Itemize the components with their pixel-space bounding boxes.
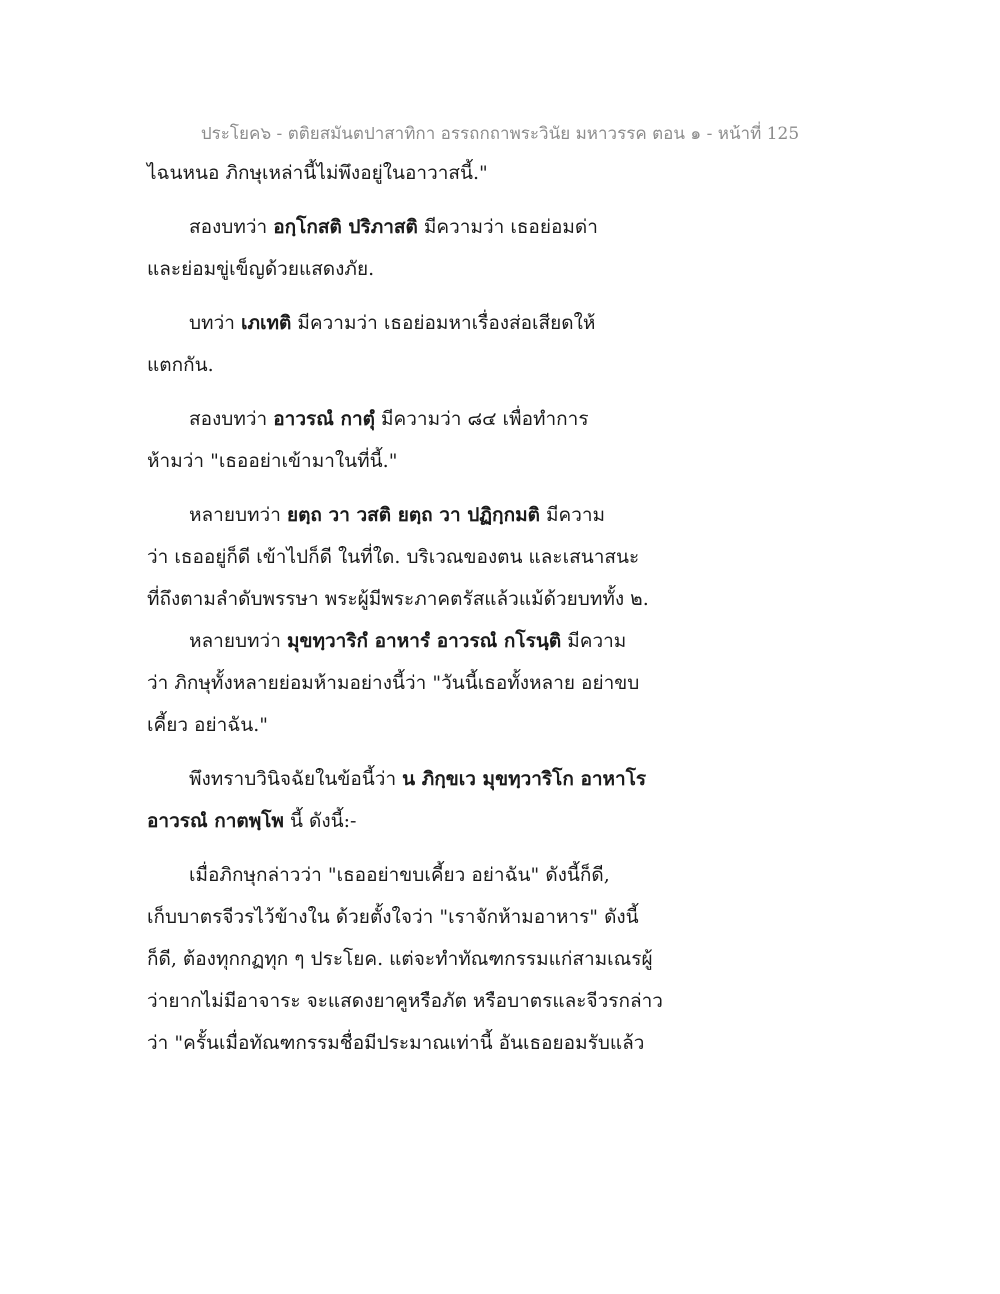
text-line bbox=[147, 248, 667, 290]
text-segment: เก็บบาตรจีวรไว้ข้างใน ด้วยตั้งใจว่า "เราจักห้ามอาหาร" ดังนี้ bbox=[147, 906, 639, 928]
text-segment: มีความว่า ๘๔ เพื่อทำการ bbox=[374, 408, 589, 430]
text-segment: แตกกัน. bbox=[147, 354, 214, 376]
text-line bbox=[147, 440, 667, 482]
text-segment: ว่า ภิกษุทั้งหลายย่อมห้ามอย่างนี้ว่า "วันนี้เธอทั้งหลาย อย่าขบ bbox=[147, 672, 640, 694]
text-line bbox=[147, 398, 667, 440]
bold-term: อกฺโกสติ ปริภาสติ bbox=[273, 216, 418, 238]
text-segment: ว่า เธออยู่ก็ดี เข้าไปก็ดี ในที่ใด. บริเวณของตน และเสนาสนะ bbox=[147, 546, 640, 568]
text-segment: เมื่อภิกษุกล่าวว่า "เธออย่าขบเคี้ยว อย่าฉัน" ดังนี้ก็ดี, bbox=[189, 864, 610, 886]
text-segment: ก็ดี, ต้องทุกกฏทุก ๆ ประโยค. แต่จะทำทัณฑกรรมแก่สามเณรผู้ bbox=[147, 948, 653, 970]
text-line bbox=[147, 854, 667, 896]
text-line bbox=[147, 494, 667, 536]
text-segment: ว่า "ครั้นเมื่อทัณฑกรรมชื่อมีประมาณเท่านี้ อันเธอยอมรับแล้ว bbox=[147, 1032, 645, 1054]
text-line bbox=[147, 206, 667, 248]
text-segment: สองบทว่า bbox=[189, 216, 274, 238]
text-segment: และย่อมขู่เข็ญด้วยแสดงภัย. bbox=[147, 258, 375, 280]
text-line bbox=[147, 896, 667, 938]
text-segment: หลายบทว่า bbox=[189, 630, 287, 652]
text-line bbox=[147, 704, 667, 746]
text-segment: มีความ bbox=[539, 504, 606, 526]
text-segment: หลายบทว่า bbox=[189, 504, 287, 526]
text-segment: ไฉนหนอ ภิกษุเหล่านี้ไม่พึงอยู่ในอาวาสนี้." bbox=[147, 162, 488, 184]
text-line bbox=[147, 980, 667, 1022]
text-line bbox=[147, 662, 667, 704]
bold-term: เภเทติ bbox=[240, 312, 292, 334]
bold-term: มุขทฺวาริกํ อาหารํ อาวรณํ กโรนฺติ bbox=[286, 630, 562, 652]
text-segment: มีความว่า เธอย่อมหาเรื่องส่อเสียดให้ bbox=[291, 312, 596, 334]
bold-term: อาวรณํ กาตุํ bbox=[273, 408, 375, 430]
text-line bbox=[147, 1022, 667, 1064]
text-segment: มีความ bbox=[561, 630, 627, 652]
bold-term: อาวรณํ กาตพฺโพ bbox=[147, 810, 284, 832]
text-line bbox=[147, 620, 667, 662]
text-line bbox=[147, 578, 667, 620]
text-line bbox=[147, 758, 667, 800]
text-line bbox=[147, 536, 667, 578]
text-segment: เคี้ยว อย่าฉัน." bbox=[147, 714, 268, 736]
body-text bbox=[147, 152, 667, 1064]
text-segment: นี้ ดังนี้:- bbox=[283, 810, 357, 832]
text-segment: ห้ามว่า "เธออย่าเข้ามาในที่นี้." bbox=[147, 450, 398, 472]
text-line bbox=[147, 938, 667, 980]
text-segment: มีความว่า เธอย่อมด่า bbox=[417, 216, 598, 238]
bold-term: ยตฺถ วา วสติ ยตฺถ วา ปฏิกฺกมติ bbox=[286, 504, 540, 526]
text-segment: สองบทว่า bbox=[189, 408, 274, 430]
text-line bbox=[147, 152, 667, 194]
text-segment: ที่ถึงตามลำดับพรรษา พระผู้มีพระภาคตรัสแล้วแม้ด้วยบททั้ง ๒. bbox=[147, 588, 649, 610]
text-segment: ว่ายากไม่มีอาจาระ จะแสดงยาคูหรือภัต หรือบาตรและจีวรกล่าว bbox=[147, 990, 663, 1012]
bold-term: น ภิกฺขเว มุขทฺวาริโก อาหาโร bbox=[402, 768, 647, 790]
page-header: ประโยค๖ - ตติยสมันตปาสาทิกา อรรถกถาพระวินัย มหาวรรค ตอน ๑ - หน้าที่ 125 bbox=[200, 124, 800, 144]
text-segment: บทว่า bbox=[189, 312, 241, 334]
text-line bbox=[147, 344, 667, 386]
text-segment: พึงทราบวินิจฉัยในข้อนี้ว่า bbox=[189, 768, 403, 790]
text-line bbox=[147, 800, 667, 842]
text-line bbox=[147, 302, 667, 344]
